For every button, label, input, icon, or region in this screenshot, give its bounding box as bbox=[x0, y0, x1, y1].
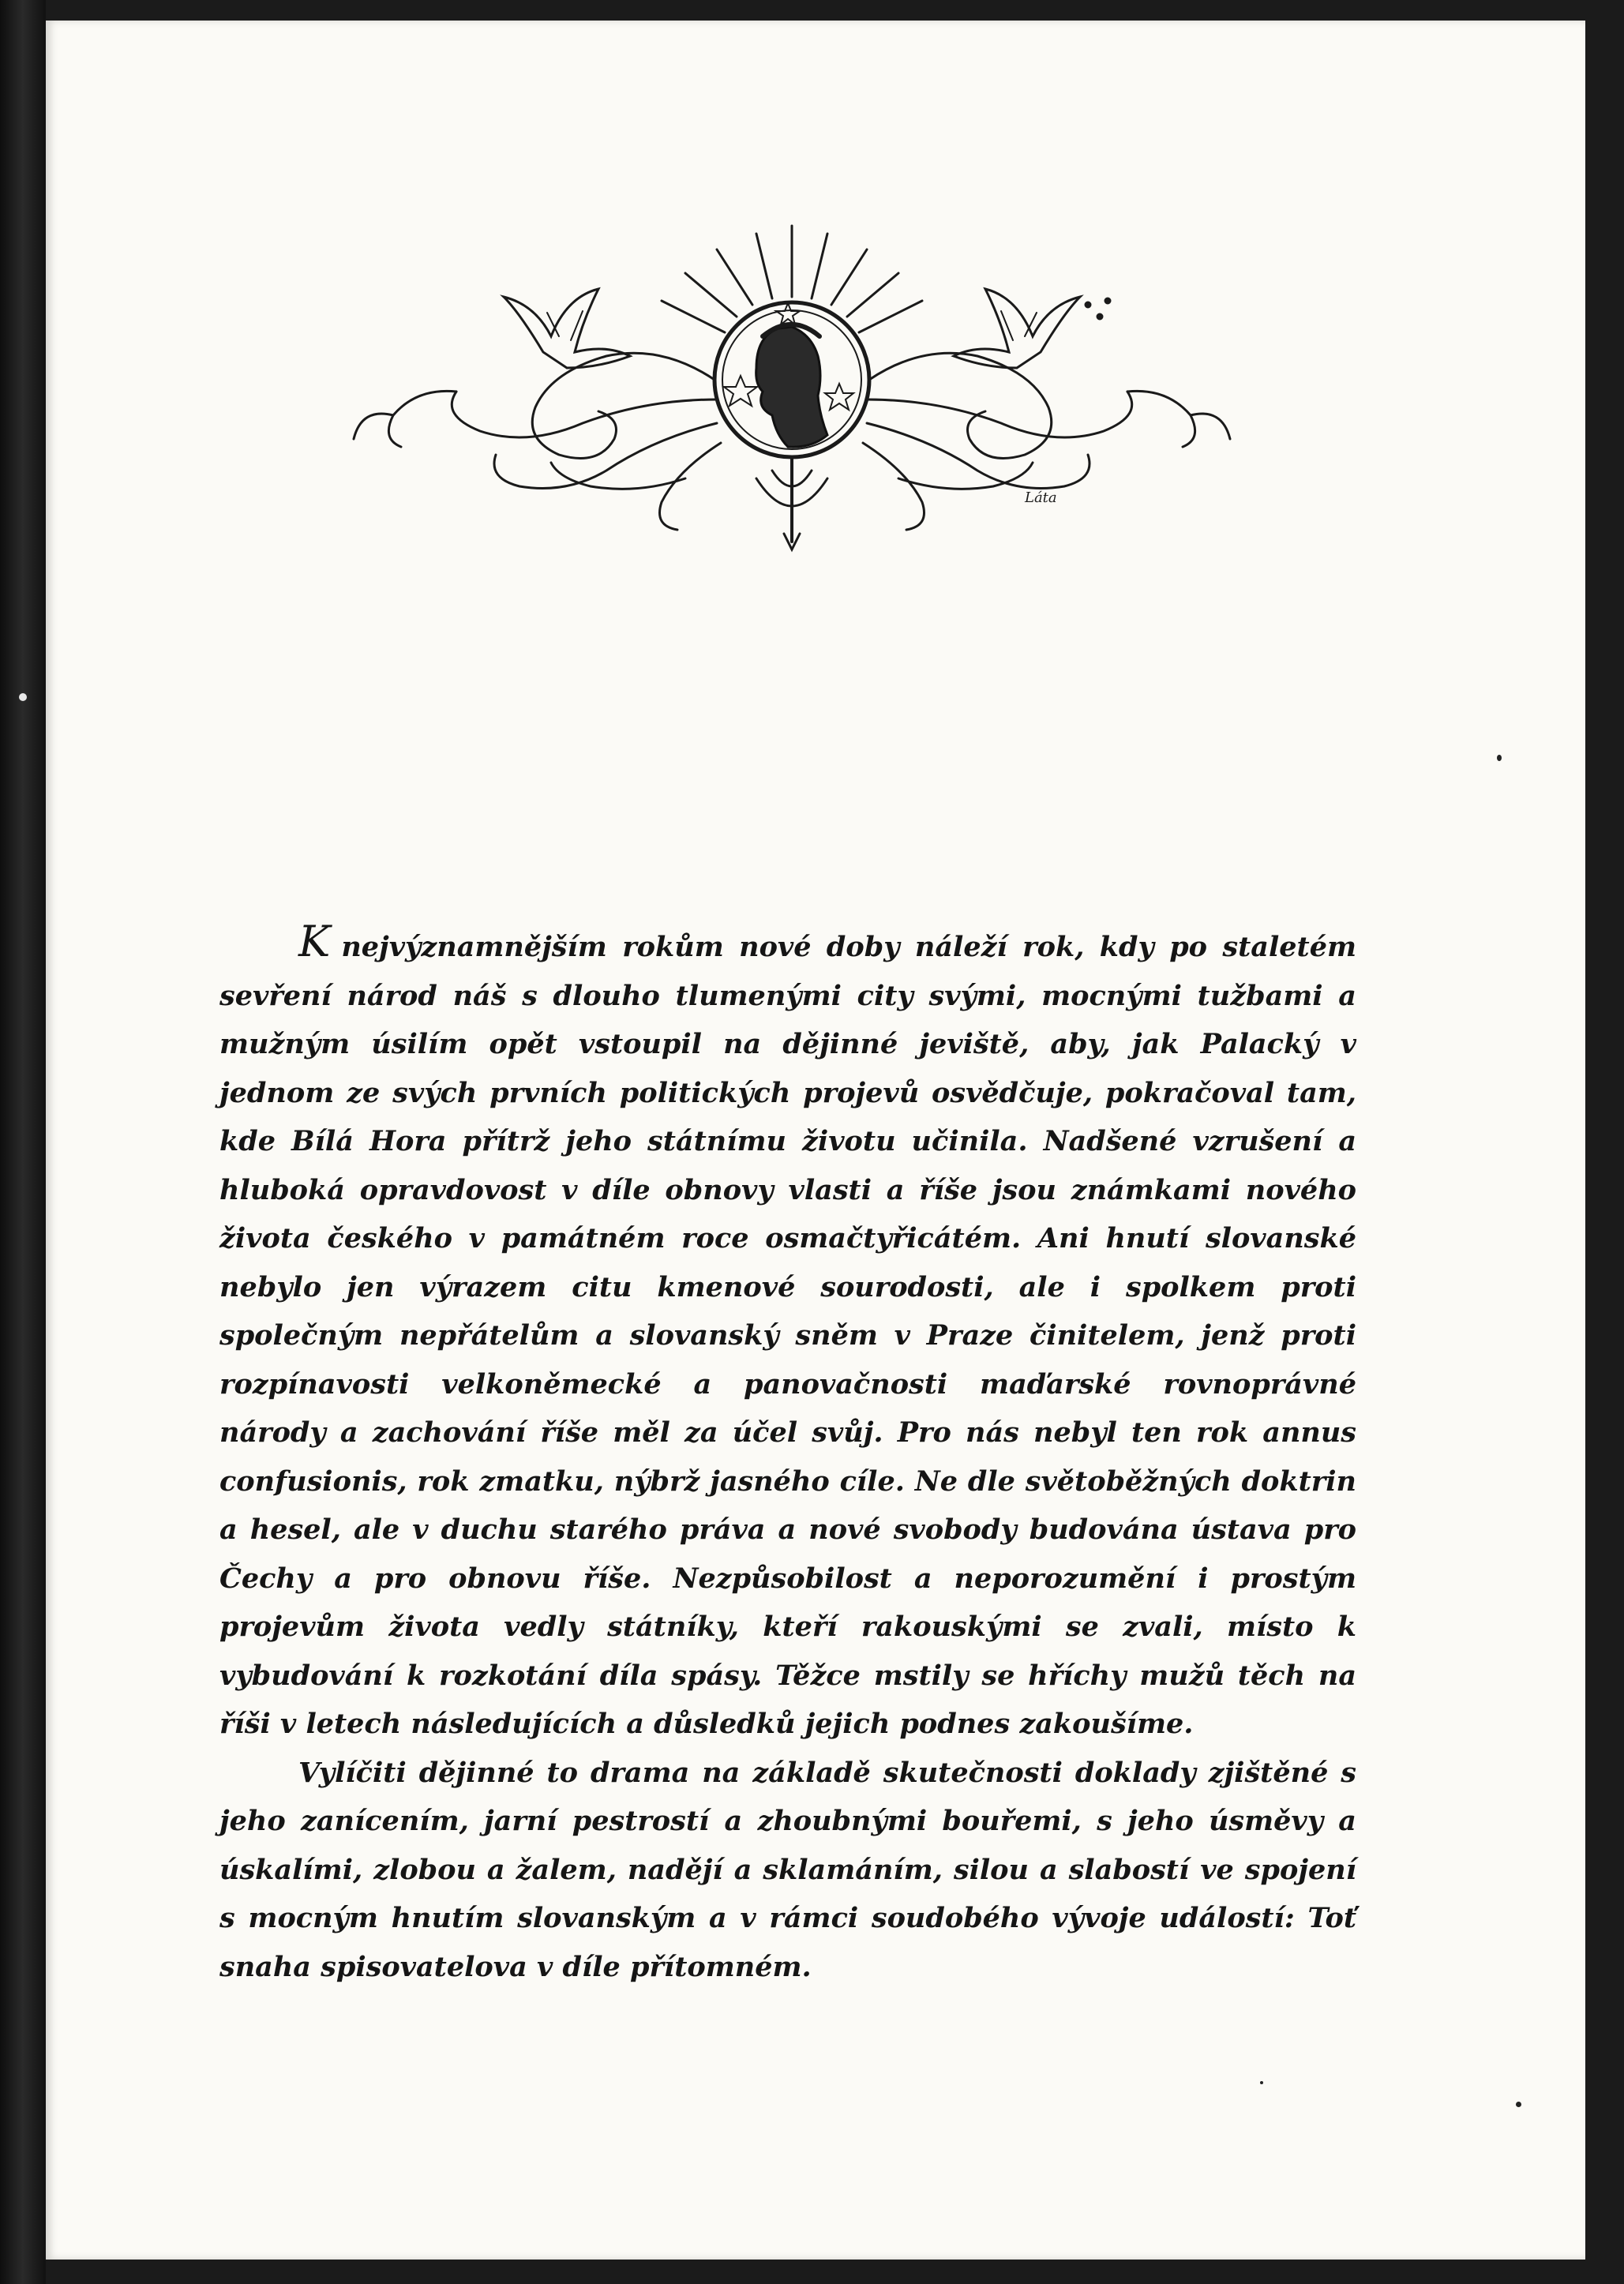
book-spine-edge bbox=[0, 0, 46, 2284]
artist-signature: Láta bbox=[1025, 489, 1057, 506]
paragraph-1 bbox=[219, 917, 1356, 1749]
allegorical-vignette-icon bbox=[346, 218, 1238, 565]
paper-speck bbox=[1497, 755, 1502, 761]
vignette-illustration bbox=[346, 218, 1238, 565]
paper-speck bbox=[1516, 2102, 1521, 2107]
drop-cap: K bbox=[298, 917, 331, 966]
binding-dot bbox=[19, 693, 27, 701]
paper-speck bbox=[1260, 2081, 1263, 2084]
book-page bbox=[46, 21, 1585, 2260]
paragraph-1-text: nejvýznamnějším rokům nové doby náleží rok, kdy po staletém sevření národ náš s dlouho tlumenými city svými, mocnými tužbami a mužným úsilím opět vstoupil na dějinné jeviště, aby, jak Palacký v jednom ze svých prvních politických projevů osvědčuje, pokračoval tam, kde Bílá Hora přítrž jeho státnímu životu učinila. Nadšené vzrušení a hluboká opravdovost v díle obnovy vlasti a říše jsou známkami nového života českého v památném roce osmačtyřicátém. Ani hnutí slovanské nebylo jen výrazem citu kmenové sourodosti, ale i spolkem proti společným nepřátelům a slovanský sněm v Praze činitelem, jenž proti rozpínavosti velkoněmecké a panovačnosti maďarské rovnoprávné národy a zachování říše měl za účel svůj. Pro nás nebyl ten rok annus confusionis, rok zmatku, nýbrž jasného cíle. Ne dle světoběžných doktrin a hesel, ale v duchu starého práva a nové svobody budována ústava pro Čechy a pro obnovu říše. Nezpůsobilost a neporozumění i prostým projevům života vedly státníky, kteří rakouskými se zvali, místo k vybudování k rozkotání díla spásy. Těžce mstily se hříchy mužů těch na říši v letech následujících a důsledků jejich podnes zakoušíme. bbox=[219, 931, 1356, 1740]
paragraph-2: Vylíčiti dějinné to drama na základě skutečnosti doklady zjištěné s jeho zanícením, jarní pestrostí a zhoubnými bouřemi, s jeho úsměvy a úskalími, zlobou a žalem, nadějí a sklamáním, silou a slabostí ve spojení s mocným hnutím slovanským a v rámci soudobého vývoje událostí: Toť snaha spisovatelova v díle přítomném. bbox=[219, 1756, 1356, 1983]
foreword-text bbox=[219, 917, 1356, 1991]
